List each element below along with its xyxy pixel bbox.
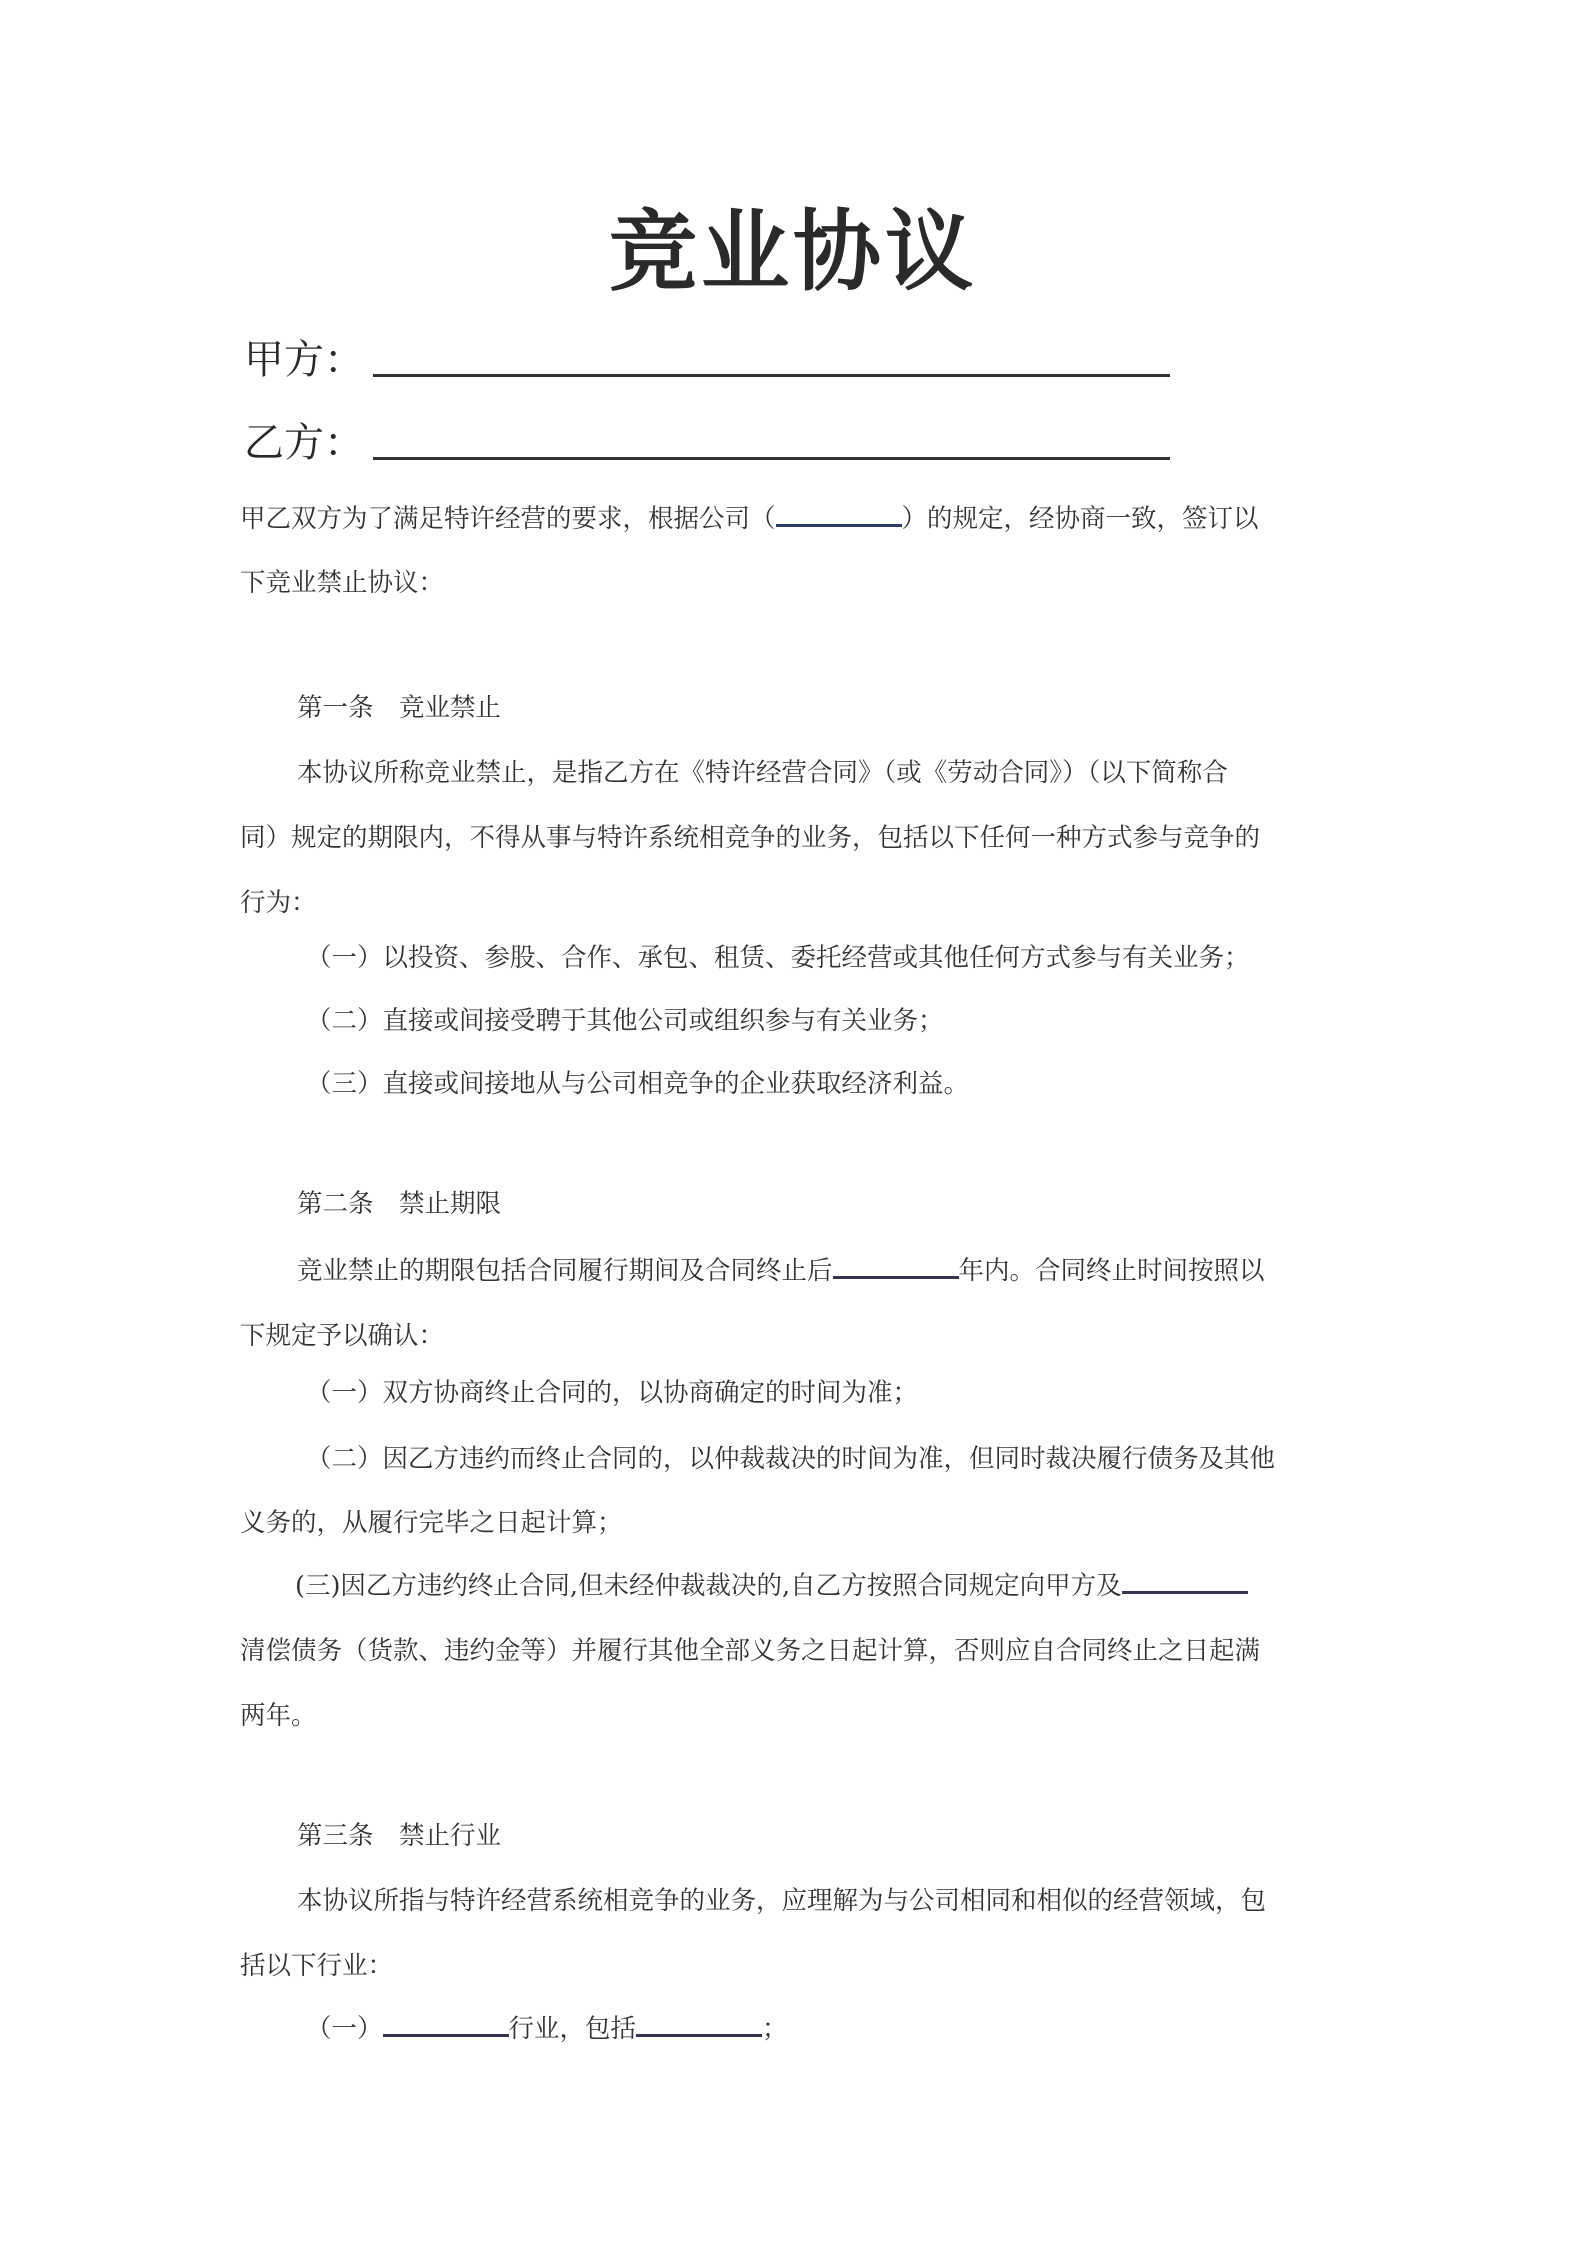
years-blank[interactable]: [833, 1252, 959, 1279]
article-3-item-1-end: ；: [762, 2014, 788, 2044]
creditor-blank[interactable]: [1122, 1567, 1248, 1594]
party-b-blank[interactable]: [373, 457, 1170, 460]
party-b-label: 乙方：: [244, 420, 364, 466]
article-1-paragraph-line-2: 同）规定的期限内，不得从事与特许系统相竞争的业务，包括以下任何一种方式参与竞争的: [240, 823, 1261, 853]
article-3-item-1: [306, 2010, 1426, 2047]
article-1-paragraph-line-1: 本协议所称竞业禁止，是指乙方在《特许经营合同》（或《劳动合同》）（以下简称合: [297, 758, 1228, 788]
intro-line-1: [240, 500, 1360, 537]
article-3-item-1-prefix: （一）: [306, 2014, 383, 2044]
party-a-label: 甲方：: [244, 337, 364, 383]
company-rule-blank[interactable]: [776, 500, 902, 527]
article-1-item-1: （一）以投资、参股、合作、承包、租赁、委托经营或其他任何方式参与有关业务；: [306, 943, 1250, 973]
article-1-item-2: （二）直接或间接受聘于其他公司或组织参与有关业务；: [306, 1006, 944, 1036]
intro-text-b: ）的规定，经协商一致，签订以: [901, 504, 1259, 534]
intro-text-a: 甲乙双方为了满足特许经营的要求，根据公司（: [240, 504, 776, 534]
article-3-paragraph-line-2: 括以下行业：: [240, 1951, 394, 1981]
article-3-item-1-mid: 行业，包括: [508, 2014, 637, 2044]
article-1-paragraph-line-3: 行为：: [240, 888, 317, 918]
article-2-item-2-line-2: 义务的，从履行完毕之日起计算；: [240, 1508, 623, 1538]
article-2-item-1: （一）双方协商终止合同的，以协商确定的时间为准；: [306, 1378, 919, 1408]
article-2-text-b: 年内。合同终止时间按照以: [958, 1256, 1265, 1286]
article-3-heading: 第三条 禁止行业: [297, 1821, 502, 1851]
industry-scope-blank[interactable]: [636, 2010, 762, 2037]
document-title: 竞业协议: [608, 199, 977, 303]
article-3-paragraph-line-1: 本协议所指与特许经营系统相竞争的业务，应理解为与公司相同和相似的经营领域，包: [297, 1886, 1267, 1916]
party-a-blank[interactable]: [373, 374, 1170, 377]
intro-line-2: 下竞业禁止协议：: [240, 568, 445, 598]
article-2-item-3-line-1: [295, 1567, 1415, 1604]
article-2-paragraph-line-1: [297, 1252, 1417, 1289]
article-2-item-3-line-3: 两年。: [240, 1701, 317, 1731]
article-2-text-a: 竞业禁止的期限包括合同履行期间及合同终止后: [297, 1256, 833, 1286]
article-2-item-3-line-2: 清偿债务（货款、违约金等）并履行其他全部义务之日起计算，否则应自合同终止之日起满: [240, 1636, 1261, 1666]
article-2-paragraph-line-2: 下规定予以确认：: [240, 1321, 445, 1351]
article-2-item-3-text: (三)因乙方违约终止合同,但未经仲裁裁决的,自乙方按照合同规定向甲方及: [295, 1571, 1122, 1601]
article-2-heading: 第二条 禁止期限: [297, 1189, 502, 1219]
article-1-heading: 第一条 竞业禁止: [297, 693, 502, 723]
article-2-item-2-line-1: （二）因乙方违约而终止合同的，以仲裁裁决的时间为准，但同时裁决履行债务及其他: [306, 1444, 1276, 1474]
industry-blank[interactable]: [383, 2010, 509, 2037]
article-1-item-3: （三）直接或间接地从与公司相竞争的企业获取经济利益。: [306, 1069, 970, 1099]
